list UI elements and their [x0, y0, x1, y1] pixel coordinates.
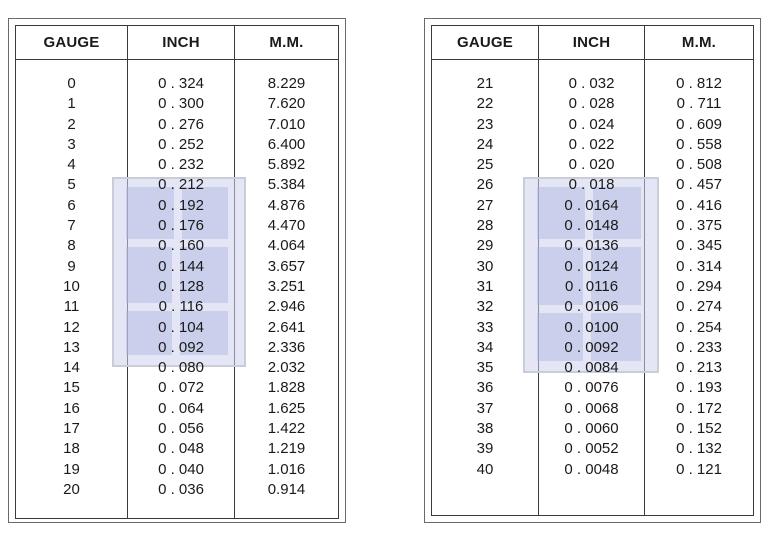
table-cell: 0 . 300 [158, 95, 204, 113]
inch-header: INCH [572, 34, 611, 51]
table-cell: 0 . 558 [676, 135, 722, 153]
table-cell: 0 . 0048 [564, 460, 619, 478]
table-cell: 7.010 [267, 115, 306, 133]
table-cell: 7 [67, 217, 76, 235]
table-cell: 0 . 457 [676, 176, 722, 194]
table-cell: 12 [63, 318, 80, 336]
table-cell: 0 [67, 75, 76, 92]
table-cell: 0 . 172 [676, 399, 722, 417]
table-cell: 0 . 254 [676, 318, 722, 336]
table-cell: 0 . 212 [158, 176, 204, 194]
table-cell: 0 . 028 [568, 95, 615, 113]
table-cell: 13 [63, 338, 80, 356]
table-cell: 0 . 0076 [564, 379, 619, 397]
table-cell: 4.876 [267, 196, 306, 214]
table-cell: 37 [476, 399, 494, 417]
table-cell: 3.657 [267, 257, 306, 275]
table-cell: 4.064 [267, 237, 306, 255]
table-cell: 0 . 233 [676, 338, 722, 356]
inch-header: INCH [162, 34, 200, 51]
table-cell: 0 . 024 [568, 115, 615, 133]
table-cell: 0 . 048 [158, 440, 204, 458]
table-cell: 15 [63, 379, 80, 397]
inch-column [128, 74, 234, 500]
table-cell: 0 . 416 [676, 196, 722, 214]
table-cell: 6.400 [267, 135, 306, 153]
table-cell: 3.251 [267, 277, 306, 295]
table-cell: 36 [476, 379, 494, 397]
table-cell: 0 . 020 [568, 156, 615, 174]
table-cell: 0 . 232 [158, 156, 204, 174]
table-cell: 5 [67, 176, 76, 194]
table-cell: 30 [476, 257, 494, 275]
gauge-table-right [424, 18, 761, 523]
table-cell: 0 . 092 [158, 338, 204, 356]
table-cell: 0 . 080 [158, 359, 204, 377]
table-cell: 0 . 0084 [564, 359, 619, 377]
table-cell: 0 . 018 [568, 176, 615, 194]
table-cell: 0 . 032 [568, 75, 615, 92]
table-cell: 0 . 213 [676, 359, 722, 377]
table-cell: 0 . 0060 [564, 420, 619, 438]
table-cell: 4 [67, 156, 76, 174]
table-cell: 0 . 0124 [564, 257, 619, 275]
table-cell: 35 [476, 359, 494, 377]
table-cell: 19 [63, 460, 80, 478]
table-cell: 0 . 294 [676, 277, 722, 295]
table-cell: 0 . 0052 [564, 440, 619, 458]
table-cell: 0 . 0116 [564, 277, 619, 295]
table-cell: 0 . 0106 [564, 298, 619, 316]
table-cell: 18 [63, 440, 80, 458]
table-cell: 0 . 040 [158, 460, 204, 478]
table-cell: 2.641 [267, 318, 306, 336]
table-cell: 22 [476, 95, 494, 113]
table-cell: 7.620 [267, 95, 306, 113]
table-cell: 0 . 324 [158, 75, 204, 92]
table-cell: 34 [476, 338, 494, 356]
table-cell: 24 [476, 135, 494, 153]
table-cell: 27 [476, 196, 494, 214]
table-cell: 1 [67, 95, 76, 113]
table-cell: 1.828 [267, 379, 306, 397]
mm-header: M.M. [269, 34, 304, 51]
table-cell: 0.914 [267, 480, 306, 498]
table-cell: 0 . 192 [158, 196, 204, 214]
mm-column [235, 74, 338, 500]
table-right-border [431, 25, 754, 516]
table-cell: 2.336 [267, 338, 306, 356]
table-cell: 0 . 116 [158, 298, 204, 316]
table-cell: 1.016 [267, 460, 306, 478]
table-cell: 8 [67, 237, 76, 255]
table-cell: 1.219 [267, 440, 306, 458]
table-cell: 6 [67, 196, 76, 214]
table-cell: 39 [476, 440, 494, 458]
gauge-table-left [8, 18, 346, 523]
header-divider [432, 59, 753, 60]
table-cell: 25 [476, 156, 494, 174]
table-cell: 11 [63, 298, 80, 316]
table-cell: 5.384 [267, 176, 306, 194]
table-cell: 14 [63, 359, 80, 377]
inch-column [539, 74, 644, 480]
table-cell: 0 . 345 [676, 237, 722, 255]
table-cell: 0 . 375 [676, 217, 722, 235]
table-cell: 2 [67, 115, 76, 133]
table-cell: 0 . 0100 [564, 318, 619, 336]
table-cell: 0 . 0164 [564, 196, 619, 214]
table-cell: 0 . 072 [158, 379, 204, 397]
table-cell: 0 . 0148 [564, 217, 619, 235]
table-cell: 0 . 0068 [564, 399, 619, 417]
table-cell: 0 . 0136 [564, 237, 619, 255]
mm-column [645, 74, 753, 480]
table-cell: 0 . 036 [158, 480, 204, 498]
gauge-header: GAUGE [43, 34, 100, 51]
table-cell: 0 . 121 [676, 460, 722, 478]
table-cell: 8.229 [267, 75, 306, 92]
table-cell: 0 . 144 [158, 257, 204, 275]
table-cell: 0 . 276 [158, 115, 204, 133]
table-cell: 0 . 152 [676, 420, 722, 438]
table-cell: 0 . 508 [676, 156, 722, 174]
table-cell: 0 . 176 [158, 217, 204, 235]
table-cell: 0 . 128 [158, 277, 204, 295]
table-cell: 0 . 609 [676, 115, 722, 133]
table-cell: 1.422 [267, 420, 306, 438]
table-cell: 31 [476, 277, 494, 295]
gauge-header: GAUGE [456, 34, 513, 51]
table-cell: 9 [67, 257, 76, 275]
table-cell: 16 [63, 399, 80, 417]
table-cell: 23 [476, 115, 494, 133]
table-cell: 0 . 160 [158, 237, 204, 255]
table-cell: 10 [63, 277, 80, 295]
mm-header: M.M. [681, 34, 717, 51]
table-cell: 32 [476, 298, 494, 316]
table-cell: 4.470 [267, 217, 306, 235]
table-cell: 0 . 252 [158, 135, 204, 153]
table-cell: 17 [63, 420, 80, 438]
table-cell: 0 . 064 [158, 399, 204, 417]
table-cell: 0 . 193 [676, 379, 722, 397]
table-cell: 26 [476, 176, 494, 194]
table-cell: 29 [476, 237, 494, 255]
table-cell: 1.625 [267, 399, 306, 417]
table-left-border [15, 25, 339, 519]
table-cell: 21 [476, 75, 494, 92]
table-cell: 40 [476, 460, 494, 478]
table-cell: 38 [476, 420, 494, 438]
table-cell: 0 . 711 [676, 95, 722, 113]
table-cell: 2.032 [267, 359, 306, 377]
table-cell: 0 . 022 [568, 135, 615, 153]
table-cell: 0 . 132 [676, 440, 722, 458]
header-divider [16, 59, 338, 60]
table-cell: 28 [476, 217, 494, 235]
table-cell: 5.892 [267, 156, 306, 174]
table-cell: 20 [63, 480, 80, 498]
table-cell: 0 . 812 [676, 75, 722, 92]
table-cell: 0 . 056 [158, 420, 204, 438]
table-cell: 0 . 274 [676, 298, 722, 316]
table-cell: 33 [476, 318, 494, 336]
gauge-column [16, 74, 127, 500]
table-cell: 0 . 0092 [564, 338, 619, 356]
table-cell: 3 [67, 135, 76, 153]
table-cell: 2.946 [267, 298, 306, 316]
table-cell: 0 . 104 [158, 318, 204, 336]
table-cell: 0 . 314 [676, 257, 722, 275]
gauge-column [432, 74, 538, 480]
